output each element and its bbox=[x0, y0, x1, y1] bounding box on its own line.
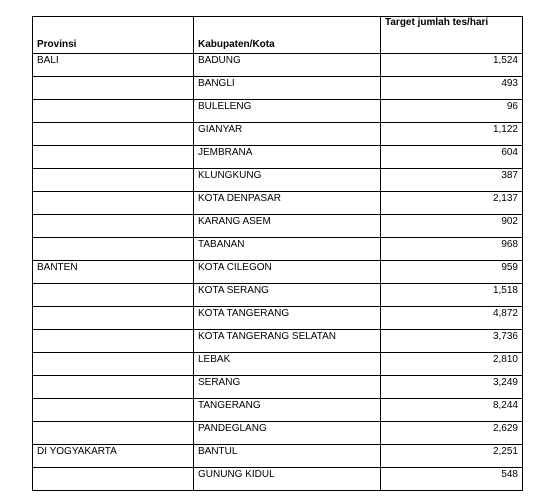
kabupaten-cell: GUNUNG KIDUL bbox=[194, 468, 381, 491]
table-row bbox=[33, 123, 523, 146]
kabupaten-cell: KOTA TANGERANG bbox=[194, 307, 381, 330]
kabupaten-cell: KARANG ASEM bbox=[194, 215, 381, 238]
table-row bbox=[33, 284, 523, 307]
provinsi-cell bbox=[33, 100, 194, 123]
target-cell: 1,524 bbox=[381, 54, 523, 77]
kabupaten-cell: KOTA DENPASAR bbox=[194, 192, 381, 215]
target-table bbox=[32, 16, 523, 491]
kabupaten-cell: TANGERANG bbox=[194, 399, 381, 422]
table-body bbox=[33, 54, 523, 491]
provinsi-cell bbox=[33, 169, 194, 192]
kabupaten-cell: KLUNGKUNG bbox=[194, 169, 381, 192]
kabupaten-cell: PANDEGLANG bbox=[194, 422, 381, 445]
provinsi-cell bbox=[33, 353, 194, 376]
kabupaten-cell: BULELENG bbox=[194, 100, 381, 123]
target-cell: 2,137 bbox=[381, 192, 523, 215]
provinsi-cell: BANTEN bbox=[33, 261, 194, 284]
table-row bbox=[33, 146, 523, 169]
table-row bbox=[33, 215, 523, 238]
table-row bbox=[33, 330, 523, 353]
table-row bbox=[33, 376, 523, 399]
target-cell: 3,249 bbox=[381, 376, 523, 399]
provinsi-cell bbox=[33, 146, 194, 169]
target-cell: 2,251 bbox=[381, 445, 523, 468]
table-row bbox=[33, 422, 523, 445]
target-cell: 604 bbox=[381, 146, 523, 169]
provinsi-cell bbox=[33, 376, 194, 399]
table-row bbox=[33, 169, 523, 192]
kabupaten-cell: BADUNG bbox=[194, 54, 381, 77]
header-target: Target jumlah tes/hari bbox=[381, 17, 523, 54]
provinsi-cell bbox=[33, 330, 194, 353]
provinsi-cell bbox=[33, 238, 194, 261]
provinsi-cell bbox=[33, 399, 194, 422]
provinsi-cell: DI YOGYAKARTA bbox=[33, 445, 194, 468]
provinsi-cell bbox=[33, 422, 194, 445]
target-cell: 902 bbox=[381, 215, 523, 238]
header-provinsi: Provinsi bbox=[33, 17, 194, 54]
kabupaten-cell: LEBAK bbox=[194, 353, 381, 376]
provinsi-cell bbox=[33, 123, 194, 146]
kabupaten-cell: KOTA CILEGON bbox=[194, 261, 381, 284]
kabupaten-cell: KOTA SERANG bbox=[194, 284, 381, 307]
table-row bbox=[33, 353, 523, 376]
target-cell: 1,518 bbox=[381, 284, 523, 307]
table-row bbox=[33, 445, 523, 468]
target-cell: 968 bbox=[381, 238, 523, 261]
table-row bbox=[33, 238, 523, 261]
table-row bbox=[33, 261, 523, 284]
kabupaten-cell: JEMBRANA bbox=[194, 146, 381, 169]
table-row bbox=[33, 307, 523, 330]
kabupaten-cell: SERANG bbox=[194, 376, 381, 399]
target-cell: 548 bbox=[381, 468, 523, 491]
table-row bbox=[33, 192, 523, 215]
provinsi-cell bbox=[33, 215, 194, 238]
provinsi-cell bbox=[33, 307, 194, 330]
kabupaten-cell: BANTUL bbox=[194, 445, 381, 468]
target-cell: 2,810 bbox=[381, 353, 523, 376]
target-cell: 1,122 bbox=[381, 123, 523, 146]
header-kabupaten: Kabupaten/Kota bbox=[194, 17, 381, 54]
provinsi-cell bbox=[33, 284, 194, 307]
header-row bbox=[33, 17, 523, 54]
target-cell: 3,736 bbox=[381, 330, 523, 353]
provinsi-cell bbox=[33, 468, 194, 491]
table-row bbox=[33, 54, 523, 77]
provinsi-cell bbox=[33, 77, 194, 100]
kabupaten-cell: KOTA TANGERANG SELATAN bbox=[194, 330, 381, 353]
kabupaten-cell: TABANAN bbox=[194, 238, 381, 261]
table-row bbox=[33, 100, 523, 123]
table-row bbox=[33, 468, 523, 491]
target-cell: 493 bbox=[381, 77, 523, 100]
target-cell: 959 bbox=[381, 261, 523, 284]
target-cell: 387 bbox=[381, 169, 523, 192]
kabupaten-cell: BANGLI bbox=[194, 77, 381, 100]
target-cell: 2,629 bbox=[381, 422, 523, 445]
target-cell: 8,244 bbox=[381, 399, 523, 422]
table-row bbox=[33, 77, 523, 100]
target-cell: 96 bbox=[381, 100, 523, 123]
kabupaten-cell: GIANYAR bbox=[194, 123, 381, 146]
table-row bbox=[33, 399, 523, 422]
provinsi-cell: BALI bbox=[33, 54, 194, 77]
target-cell: 4,872 bbox=[381, 307, 523, 330]
provinsi-cell bbox=[33, 192, 194, 215]
